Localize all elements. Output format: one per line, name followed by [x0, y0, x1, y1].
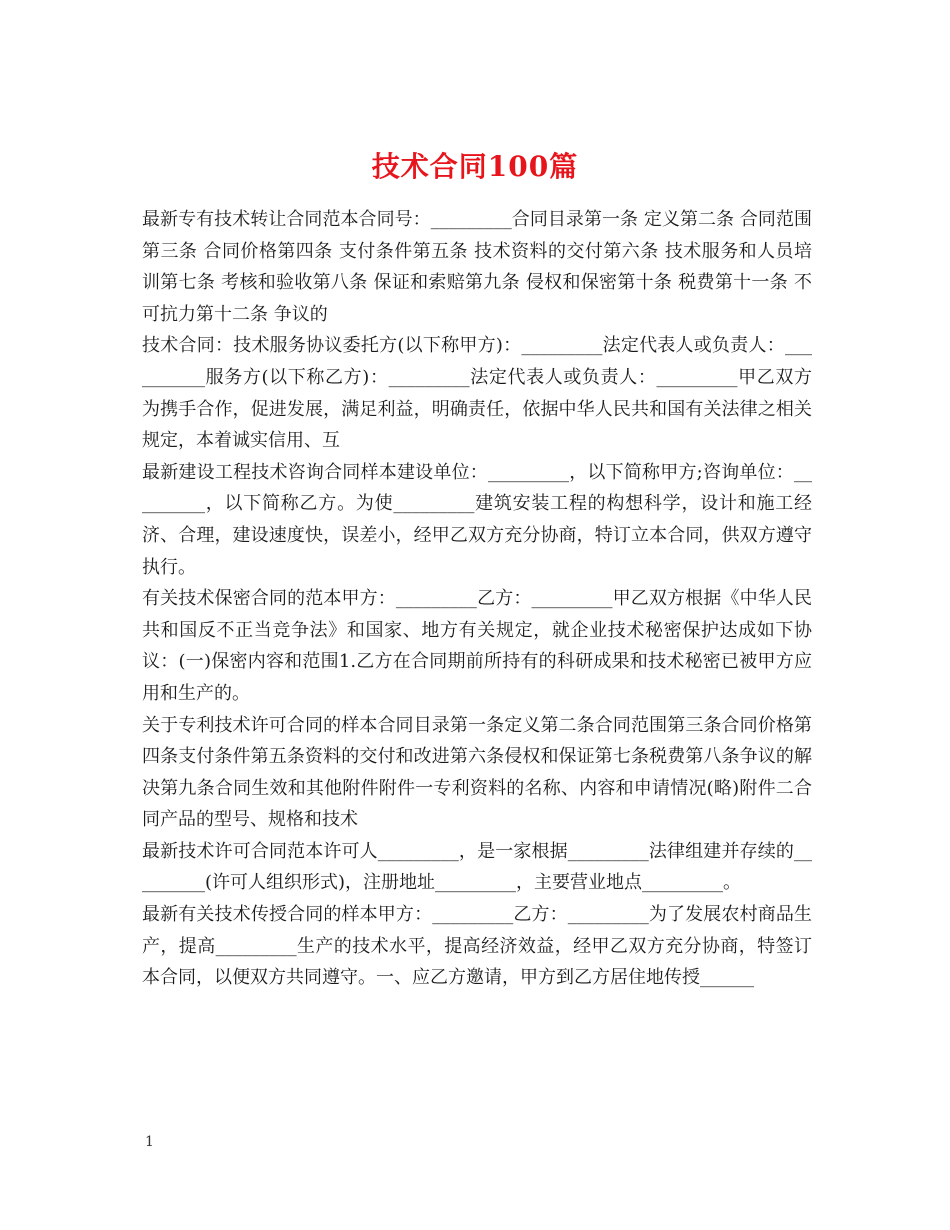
paragraph-proprietary-technology-transfer: 最新专有技术转让合同范本合同号：_________合同目录第一条 定义第二条 合同范围第三条 合同价格第四条 支付条件第五条 技术资料的交付第六条 技术服务和人员培训第七条 考核和验收第八条 保证和索赔第九条 侵权和保密第十条 税费第十一条 不可抗力第十二条 争议的: [142, 209, 812, 325]
paragraph-technology-confidentiality-contract: 有关技术保密合同的范本甲方：_________乙方：_________甲乙双方根据《中华人民共和国反不正当竞争法》和国家、地方有关规定，就企业技术秘密保护达成如下协议：(一)保密内容和范围1.乙方在合同期前所持有的科研成果和技术秘密已被甲方应用和生产的。: [142, 588, 812, 704]
paragraph-patent-license-contract: 关于专利技术许可合同的样本合同目录第一条定义第二条合同范围第三条合同价格第四条支付条件第五条资料的交付和改进第六条侵权和保证第七条税费第八条争议的解决第九条合同生效和其他附件附件一专利资料的名称、内容和申请情况(略)附件二合同产品的型号、规格和技术: [142, 714, 812, 831]
paragraph-technology-license-contract: 最新技术许可合同范本许可人_________，是一家根据_________法律组建并存续的_________(许可人组织形式)，注册地址_________，主要营业地点_________。: [142, 840, 812, 894]
paragraph-construction-consulting-contract: 最新建设工程技术咨询合同样本建设单位：_________，以下简称甲方;咨询单位：_________，以下简称乙方。为使_________建筑安装工程的构想科学，设计和施工经济、合理，建设速度快，误差小，经甲乙双方充分协商，特订立本合同，供双方遵守执行。: [142, 461, 812, 578]
document-body: [142, 204, 812, 994]
paragraph-technology-teaching-contract: 最新有关技术传授合同的样本甲方：_________乙方：_________为了发展农村商品生产，提高_________生产的技术水平，提高经济效益，经甲乙双方充分协商，特签订本合同，以便双方共同遵守。一、应乙方邀请，甲方到乙方居住地传授______: [142, 904, 812, 989]
page-number: 1: [145, 1134, 154, 1150]
document-title: 技术合同100篇: [371, 149, 579, 183]
paragraph-technical-service-agreement: 技术合同：技术服务协议委托方(以下称甲方)：_________法定代表人或负责人：__________服务方(以下称乙方)：_________法定代表人或负责人：_________甲乙双方为携手合作，促进发展，满足利益，明确责任，依据中华人民共和国有关法律之相关规定，本着诚实信用、互: [142, 335, 812, 452]
